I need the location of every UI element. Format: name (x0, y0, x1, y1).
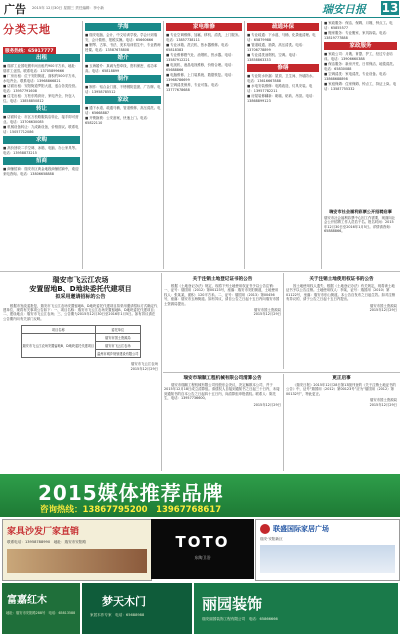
notice-footer: 瑞安市国土资源局 (369, 303, 397, 308)
notice-body: 根据《土地登记办法》规定，现将下列土地使用权证书予以公告注销：一、证号：瑞国用（2012）第00123号，座落：瑞安市安阳街道，土地使用权人：张某某，面积：120平方米。二、证号：瑞国用（2013）第00456号，座落：瑞安市玉海街道。如有异议，请自公告之日起十五日内向瑞安市国土资源局提出。 (164, 284, 280, 306)
notice-subtitle: 拟采用邀请招标的公告 (55, 294, 106, 300)
notice-land-cert-1 (164, 276, 281, 372)
notice-body: 因土地使用权人遗失，根据《土地登记办法》有关规定，现将该土地证书予以公告注销。土地使用权人：李某，证号：瑞国用（2010）第01122号，坐落：瑞安市东山街道。本公告自发布之日起生效。如对注销有异议的，请于公告之日起十五日内提出。 (286, 284, 396, 302)
classified-item: ■ 制作：铝合金门窗、不锈钢防盗窗、广告牌。电话：13958785512 (85, 85, 161, 94)
classifieds-title: 分类天地 (3, 23, 51, 36)
classified-item: ■ 专业疏通：下水道、马桶、化粪池清理。电话：65879988 (247, 33, 316, 42)
notice-table (21, 325, 141, 358)
ad-toto[interactable] (151, 519, 254, 579)
toto-logo: TOTO (175, 533, 230, 551)
notice-footer: 瑞安市飞云江农场 (130, 362, 158, 367)
classifieds-title-block (3, 21, 81, 54)
notice-correction (286, 375, 397, 471)
category-heading: 家政服务 (324, 42, 397, 50)
classified-item: ■ 店面转让：市区万松路服装店转让，接手即可营业。电话：13706630085 (3, 115, 79, 124)
classified-item: ■ 住宅出租：万松东路套房，家电齐全，拎包入住。电话：13858850812 (3, 94, 76, 103)
table-header: 项目名称 (21, 326, 96, 334)
ad-decoration[interactable] (194, 583, 398, 634)
section-divider (163, 372, 400, 373)
classified-item: ■ 空调清洗保养，专业可靠。电话：13777678688 (166, 83, 222, 92)
logo-icon (260, 524, 270, 534)
classified-item: ■ 空调清洗：家电清洗，专业设备。电话：13868688898 (324, 72, 390, 81)
ad-title: 联盛国际家居广场 (273, 525, 329, 533)
ad-sub: 家居木作专家 电话：65688988 (90, 613, 145, 617)
notice-title: 关于注销土地登记证书的公告 (192, 277, 253, 282)
classified-item: ■ 专业空调维修、加氟、移机、清洗，上门服务。电话：13857738111 (166, 33, 242, 42)
lottery-text: 瑞安市社会福利彩票中心因工作需要，现面向社会公开招聘工作人员若干名。报名时间：2015年12月30日至2016年1月5日。详情请咨询：65888866。 (324, 216, 396, 234)
page-number: 13 (381, 1, 399, 15)
classified-item: ■ 家庭保姆：住家保姆、钟点工，持证上岗。电话：13587755332 (324, 82, 397, 91)
classified-item: ■ 玉海婚介：真诚为您牵线，资料保密，成功率高。电话：65818899 (85, 64, 158, 73)
building-image (260, 545, 395, 573)
category-heading: 求购 (3, 136, 80, 144)
banner-phone: 咨询热线：13867795200 13967768617 (40, 505, 222, 515)
classified-item: ■ 专业维修燃气灶、油烟机、热水器。电话：13587912221 (166, 53, 235, 62)
classified-item: ■ 水电安装维修：电路改造、灯具安装。电话：13957782211 (247, 84, 313, 93)
media-brand-banner (0, 474, 400, 517)
classifieds-column-2 (85, 21, 161, 267)
lottery-recruitment (324, 209, 397, 269)
notice-title: 关于注销土地使用权证书的公告 (309, 277, 374, 282)
column-divider (283, 374, 284, 471)
ad-sub: 瑞安丽园装饰工程有限公司 电话：65866666 (202, 617, 278, 621)
ad-lianhe[interactable] (255, 519, 400, 581)
ad-sub: 地址：瑞安市安阳路288号 电话：65813588 (6, 611, 76, 615)
table-cell: 瑞安市飞云江农场安置留地B、D地块委托代建项目 (21, 334, 96, 358)
category-heading: 转让 (3, 105, 80, 113)
classified-item: ■ 商铺招商：瑞安市区黄金地段商铺招商中，欢迎来电咨询。电话：13806658888 (3, 167, 79, 176)
classified-item: ■ 搬家服务：专业搬家、家具拆装。电话：13819777888 (324, 31, 390, 40)
ad-title: 梦天木门 (102, 595, 146, 608)
notice-org: 瑞安市飞云江农场 (52, 276, 109, 284)
notice-date: 2015年12月29日 (130, 366, 158, 371)
notice-title: 瑞安市瑞顺工程机械有限公司清算公告 (183, 376, 262, 381)
classified-item: ■ 管道疏通、抽粪、高压清洗。电话：13706778899 (247, 43, 306, 52)
classified-item: ■ 专业清洗油烟机、空调。电话：13858863333 (247, 53, 299, 62)
classified-item: ■ 钢琴、古筝、书法、美术培训招生中，专业教师授课。电话：13587678808 (85, 43, 161, 52)
notice-body: 《瑞安日报》2015年12月28日第13版刊登的《关于注销土地证书的公告》中，证号“瑞国用（2012）第00123号”应为“瑞国用（2012）第00132号”，特此更正。 (286, 383, 396, 396)
notice-land-cert-2 (286, 276, 397, 370)
classifieds-column-1 (3, 52, 80, 266)
category-heading: 疏通环保 (247, 23, 319, 31)
ad-title: 家具沙发厂家直销 (7, 527, 80, 537)
classified-item: ■ 瑞安电脑、会计、中文培训学校。学会计到瑞安，会计做账、报税实操。电话：65660666 (85, 33, 158, 42)
notice-title: 安置留地B、D地块委托代建项目 (29, 285, 132, 293)
classified-item: ■ 家政服务：保洁、保姆、月嫂、钟点工。电话：65855577 (324, 21, 393, 30)
notice-title: 更正启事 (332, 376, 351, 381)
category-heading: 家政 (85, 96, 161, 104)
classifieds-hotline: 服务热线：65917777 (5, 49, 54, 54)
table-header: 委托单位 (96, 326, 140, 334)
column-divider (82, 21, 83, 269)
ad-sub: 东陶卫浴 (194, 555, 211, 560)
classifieds-column-5 (324, 21, 397, 207)
classified-item: ■ 专业冰箱、洗衣机、热水器维修。电话：65818383 (166, 43, 232, 52)
ad-doors[interactable] (82, 583, 192, 634)
table-row (21, 334, 140, 342)
classified-item: ■ 厂房出租：位于安阳街道，面积约500平方米，水电齐全。联系电话：13968866821 (3, 74, 79, 83)
notice-farm-construction (3, 276, 158, 472)
ad-sub: 联系电话：13958788990 地址：瑞安市安阳路 (7, 540, 87, 544)
ad-redwood[interactable] (2, 583, 80, 634)
banner-title: 2015媒体推荐品牌 (38, 481, 224, 505)
column-divider (321, 21, 322, 269)
ad-title: 丽园装饰 (202, 595, 263, 613)
notice-date: 2015年12月29日 (369, 402, 397, 407)
classified-item: ■ 通下水道、疏通马桶、管道维修、高压清洗。电话：65668887 (85, 106, 161, 115)
classified-item: ■ 机械设备转让：九成新设备，价格面议。联系电话：15057712086 (3, 125, 79, 134)
category-heading: 出租 (3, 54, 80, 62)
notice-body: 根据市发改委批复，瑞安市飞云江农场安置留地B、D地块委托代建项目拟采用邀请招标方式确定代建单位，现将有关事项公告如下：一、项目名称：瑞安市飞云江农场安置留地B、D地块委托代建项目；二、建设地点：瑞安市飞云江农场；三、公告期为2015年12月30日至2016年1月5日。如有异议请在公告期内向有关部门反映。 (3, 303, 158, 321)
classified-item: ■ 电视机、液晶电视维修，价格合理。电话：65688866 (166, 63, 235, 72)
classified-item: ■ 高价回收二手空调、冰箱、电脑、办公家具等。电话：13958873215 (3, 146, 79, 155)
newspaper-logo: 瑞安日报 (322, 3, 366, 16)
category-heading: 招商 (3, 157, 80, 165)
notice-footer: 瑞安市国土资源局 (369, 398, 397, 403)
section-divider (0, 271, 400, 272)
category-heading: 制作 (85, 75, 161, 83)
table-cell: 温州市城乡规划建设有限公司 (96, 350, 140, 358)
column-divider (161, 273, 162, 471)
ad-sub: 瑞安·安阳新区 (260, 537, 283, 541)
classified-item: ■ 瑞祥工业园电镀车间出租约900平方米，地址：瑞祥工业园。联系电话：13705899666 (3, 64, 79, 73)
classified-item: ■ 专业防水补漏：屋顶、卫生间、外墙防水。电话：13616667888 (247, 74, 316, 83)
column-divider (283, 273, 284, 369)
table-cell: 瑞安市国土资源局 (96, 334, 140, 342)
classified-item: ■ 店面出租：安阳街道罗阳大道，适合各类经营。电话：13957791608 (3, 84, 79, 93)
classified-item: ■ 家政公司：月嫂、育婴、护工，经过专业培训。电话：13906660388 (324, 52, 393, 61)
category-heading: 婚介 (85, 54, 161, 62)
notice-liquidation (164, 375, 281, 471)
classified-item: ■ 房屋装修翻新：刷墙、贴砖、吊顶。电话：13868899123 (247, 94, 316, 103)
classified-item: ■ 电脑维修、上门装系统、数据恢复。电话：13968786699 (166, 73, 235, 82)
ad-furniture[interactable] (2, 519, 152, 581)
header-meta: 2015年 12月30日 星期三 责任编辑：李小新 (32, 6, 105, 10)
notice-date: 2015年12月29日 (253, 312, 281, 317)
notice-date: 2015年12月29日 (369, 308, 397, 313)
classifieds-column-4 (247, 21, 319, 267)
section-title: 广告 (4, 3, 26, 16)
category-heading: 家电维修 (166, 23, 242, 31)
notice-date: 2015年12月29日 (253, 402, 281, 407)
column-divider (163, 21, 164, 269)
ad-title: 富嘉红木 (7, 595, 47, 606)
classified-item: ■ 保洁服务：新房开荒、日常保洁、地毯清洗。电话：65830088 (324, 62, 397, 71)
sofa-image (7, 549, 147, 573)
notice-footer: 瑞安市国土资源局 (253, 308, 281, 313)
column-divider (244, 21, 245, 269)
notice-body: 瑞安市瑞顺工程机械有限公司经股东会决议，决定解散本公司，并于2015年12月18日成立清算组。请债权人自接到通知书之日起三十日内，未接到通知书的自本公告之日起四十五日内，向清算组申报债权。联系人：陈先生，电话：13957736600。 (164, 383, 280, 401)
lottery-title: 瑞安市社会福利彩票公开招聘启事 (329, 209, 392, 214)
classified-item: ■ 开锁换锁：公安备案，快速上门。电话：65822110 (85, 116, 151, 125)
classifieds-column-3 (166, 21, 242, 267)
category-heading: 修缮 (247, 64, 319, 72)
table-cell: 瑞安市飞云江农场 (96, 342, 140, 350)
category-heading: 学海 (85, 23, 161, 31)
